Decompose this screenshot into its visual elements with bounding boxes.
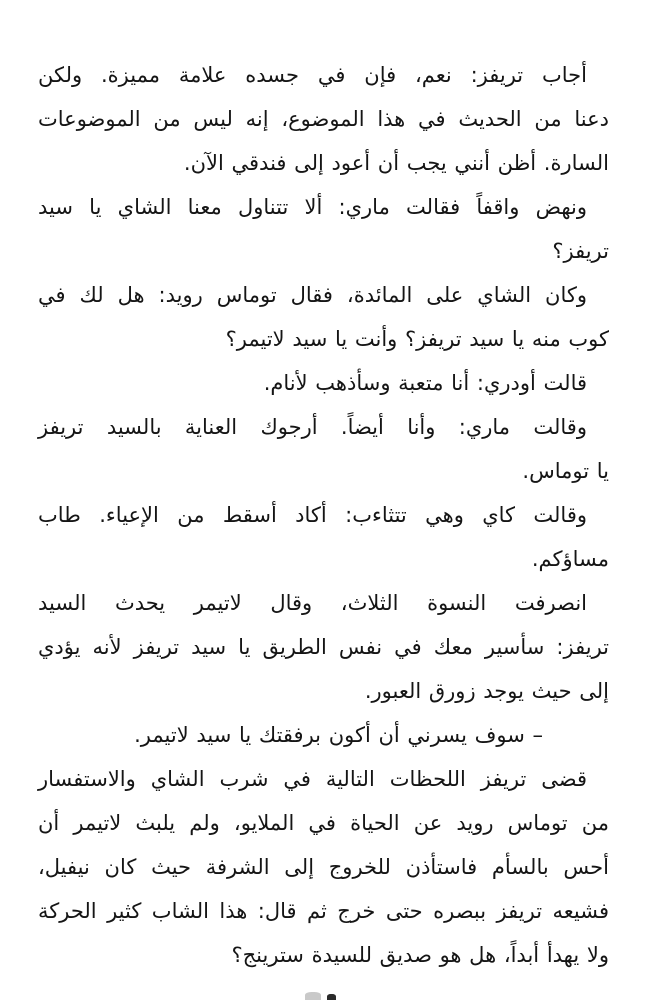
body-text [38,53,609,977]
text-line: وكان الشاي على المائدة، فقال توماس رويد: هل لك في [38,283,587,307]
text-line: ونهض واقفاً فقالت ماري: ألا تتناول معنا الشاي يا سيد [38,195,587,219]
text-line: وقالت ماري: وأنا أيضاً. أرجوك العناية بالسيد تريفز [38,415,587,439]
text-line: فشيعه تريفز ببصره حتى خرج ثم قال: هذا الشاب كثير الحركة [38,899,609,923]
text-line: السارة. أظن أنني يجب أن أعود إلى فندقي الآن. [183,151,609,175]
text-line: ولا يهدأ أبداً، هل هو صديق للسيدة سترينج؟ [231,943,609,967]
text-line: وقالت كاي وهي تتثاءب: أكاد أسقط من الإعياء. طاب [38,503,587,527]
text-line: – سوف يسرني أن أكون برفقتك يا سيد لاتيمر. [134,723,543,747]
text-line: قضى تريفز اللحظات التالية في شرب الشاي والاستفسار [38,767,587,791]
paragraph [38,581,609,713]
paragraph [38,405,609,493]
text-line: تريفز: سأسير معك في نفس الطريق يا سيد تريفز لأنه يؤدي [38,635,609,659]
text-line: قالت أودري: أنا متعبة وسأذهب لأنام. [263,371,587,395]
text-line: إلى حيث يوجد زورق العبور. [364,679,609,703]
paragraph [38,53,609,185]
paragraph [38,757,609,977]
next-line-cutoff-mark [327,994,336,1000]
text-line: انصرفت النسوة الثلاث، وقال لاتيمر يحدث السيد [38,591,587,615]
paragraph [38,185,609,273]
text-line: مساؤكم. [531,547,609,571]
paragraph [38,713,609,757]
text-line: أحس بالسأم فاستأذن للخروج إلى الشرفة حيث كان نيفيل، [38,855,609,879]
text-line: من توماس رويد عن الحياة في الملايو، ولم يلبث لاتيمر أن [38,811,609,835]
paragraph [38,361,609,405]
text-line: دعنا من الحديث في هذا الموضوع، إنه ليس من الموضوعات [38,107,609,131]
text-line: أجاب تريفز: نعم، فإن في جسده علامة مميزة. ولكن [38,63,587,87]
text-line: تريفز؟ [552,239,609,263]
paragraph [38,493,609,581]
text-line: يا توماس. [522,459,609,483]
text-line: كوب منه يا سيد تريفز؟ وأنت يا سيد لاتيمر؟ [225,327,609,351]
paragraph [38,273,609,361]
next-line-cutoff-mark [305,992,321,1000]
